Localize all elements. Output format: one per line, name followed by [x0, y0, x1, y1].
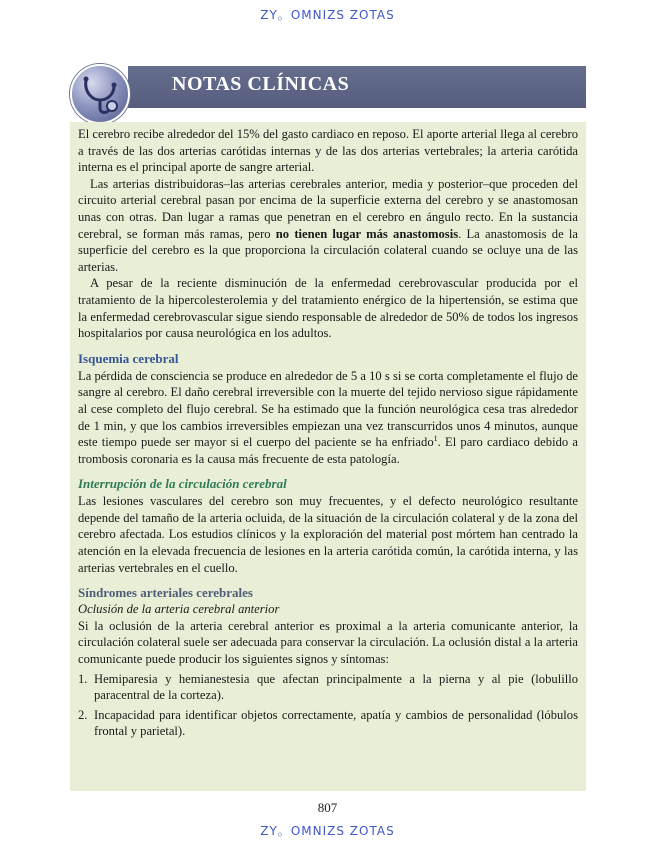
section-title: NOTAS CLÍNICAS: [172, 73, 350, 95]
list-item: 1. Hemiparesia y hemianestesia que afectan principalmente a la pierna y al pie (lobulillo paracentral de la corteza).: [78, 671, 578, 703]
subheading-oclusion: Oclusión de la arteria cerebral anterior: [78, 602, 280, 617]
clinical-notes-content: [78, 126, 578, 743]
sindromes-paragraph: Si la oclusión de la arteria cerebral anterior es proximal a la arteria comunicante anterior, la circulación colateral suele ser adecuada para conservar la circulación. La oclusión distal a la arteria comunicante puede producir los siguientes signos y síntomas:: [78, 618, 578, 667]
header-watermark: ZY。OMNIZS ZOTAS: [260, 8, 395, 22]
footer-watermark: ZY。OMNIZS ZOTAS: [260, 824, 395, 838]
symptom-list: [78, 671, 578, 740]
intro-paragraph-2: Las arterias distribuidoras–las arterias cerebrales anterior, media y posterior–que proceden del circuito arterial cerebral pasan por encima de la superficie externa del cerebro y se anastomosan unas con otras. Dan lugar a ramas que penetran en el cerebro en ángulo recto. En la sustancia cerebral, se forman más ramas, pero no tienen lugar más anastomosis. La anastomosis de la superficie del cerebro es la que proporciona la circulación colateral cuando se ocluye una de las arterias.: [78, 176, 578, 274]
emphasis-text: no tienen lugar más anastomosis: [275, 226, 459, 241]
heading-interrupcion: Interrupción de la circulación cerebral: [78, 476, 287, 492]
stethoscope-icon: [72, 66, 128, 122]
intro-paragraph-1: El cerebro recibe alrededor del 15% del gasto cardiaco en reposo. El aporte arterial llega al cerebro a través de las dos arterias carótidas internas y de las dos arterias vertebrales; la arteria carótida interna es el principal aporte de sangre arterial.: [78, 127, 578, 175]
interrupcion-paragraph: Las lesiones vasculares del cerebro son muy frecuentes, y el defecto neurológico resultante depende del tamaño de la arteria ocluida, de la situación de la circulación colateral y de la zona del cerebro afectada. Los estudios clínicos y la exploración del material post mórtem han centrado la atención en la elevada frecuencia de lesiones en la arteria carótida común, la carótida interna, y las arterias vertebrales en el cuello.: [78, 494, 578, 575]
intro-paragraph-3: A pesar de la reciente disminución de la enfermedad cerebrovascular producida por el tratamiento de la hipercolesterolemia y del tratamiento enérgico de la hipertensión, se estima que la enfermedad cerebrovascular sigue siendo responsable de alrededor de 50% de todos los ingresos hospitalarios por causa neurológica en los adultos.: [78, 276, 578, 341]
heading-isquemia: Isquemia cerebral: [78, 350, 179, 366]
footnote-reference: 1: [433, 433, 438, 443]
isquemia-paragraph: La pérdida de consciencia se produce en alrededor de 5 a 10 s si se corta completamente el flujo de sangre al cerebro. El daño cerebral irreversible con la muerte del tejido nervioso sigue rápidamente al cese completo del flujo cerebral. Se ha estimado que la función neurológica cesa tras alrededor de 1 min, y que los cambios irreversibles empiezan una vez transcurridos unos 4 minutos, aunque este tiempo puede ser mayor si el cuerpo del paciente se ha enfriado$^1$. El paro cardiaco debido a trombosis coronaria es la causa más frecuente de esta patología.: [78, 368, 578, 466]
list-item: 2. Incapacidad para identificar objetos correctamente, apatía y cambios de personalidad (lóbulos frontal y parietal).: [78, 707, 578, 739]
page-number: 807: [317, 800, 338, 815]
section-badge: [70, 64, 130, 124]
heading-sindromes: Síndromes arteriales cerebrales: [78, 585, 253, 601]
